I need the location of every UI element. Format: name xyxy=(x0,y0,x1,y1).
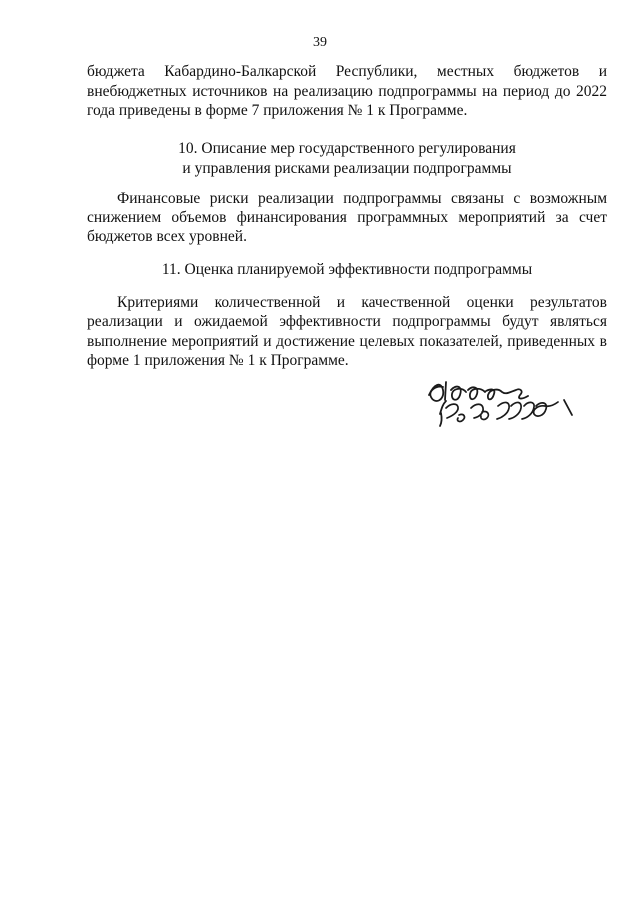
section-10-paragraph-line-1: Финансовые риски реализации подпрограммы связаны с возможным xyxy=(117,190,607,207)
intro-paragraph-line-2: внебюджетных источников на реализацию подпрограммы на период до 2022 xyxy=(87,83,607,100)
section-11-heading: 11. Оценка планируемой эффективности подпрограммы xyxy=(161,261,533,278)
section-10-paragraph-line-3: бюджетов всех уровней. xyxy=(87,228,247,245)
section-11-paragraph-line-1: Критериями количественной и качественной оценки результатов xyxy=(117,294,607,311)
page-number: 39 xyxy=(313,35,327,50)
section-11-paragraph-line-3: выполнение мероприятий и достижение целевых показателей, приведенных в xyxy=(87,333,607,350)
intro-paragraph-line-1: бюджета Кабардино-Балкарской Республики, местных бюджетов и xyxy=(87,63,607,80)
section-10-heading-line-2: и управления рисками реализации подпрограммы xyxy=(182,160,512,177)
intro-paragraph-line-3: года приведены в форме 7 приложения № 1 к Программе. xyxy=(87,102,468,119)
section-10-paragraph-line-2: снижением объемов финансирования программных мероприятий за счет xyxy=(87,209,607,226)
section-11-paragraph-line-2: реализации и ожидаемой эффективности подпрограммы будут являться xyxy=(87,313,607,330)
section-10-heading-line-1: 10. Описание мер государственного регулирования xyxy=(178,140,516,157)
handwritten-signature xyxy=(418,372,600,434)
section-11-paragraph-line-4: форме 1 приложения № 1 к Программе. xyxy=(87,352,349,369)
